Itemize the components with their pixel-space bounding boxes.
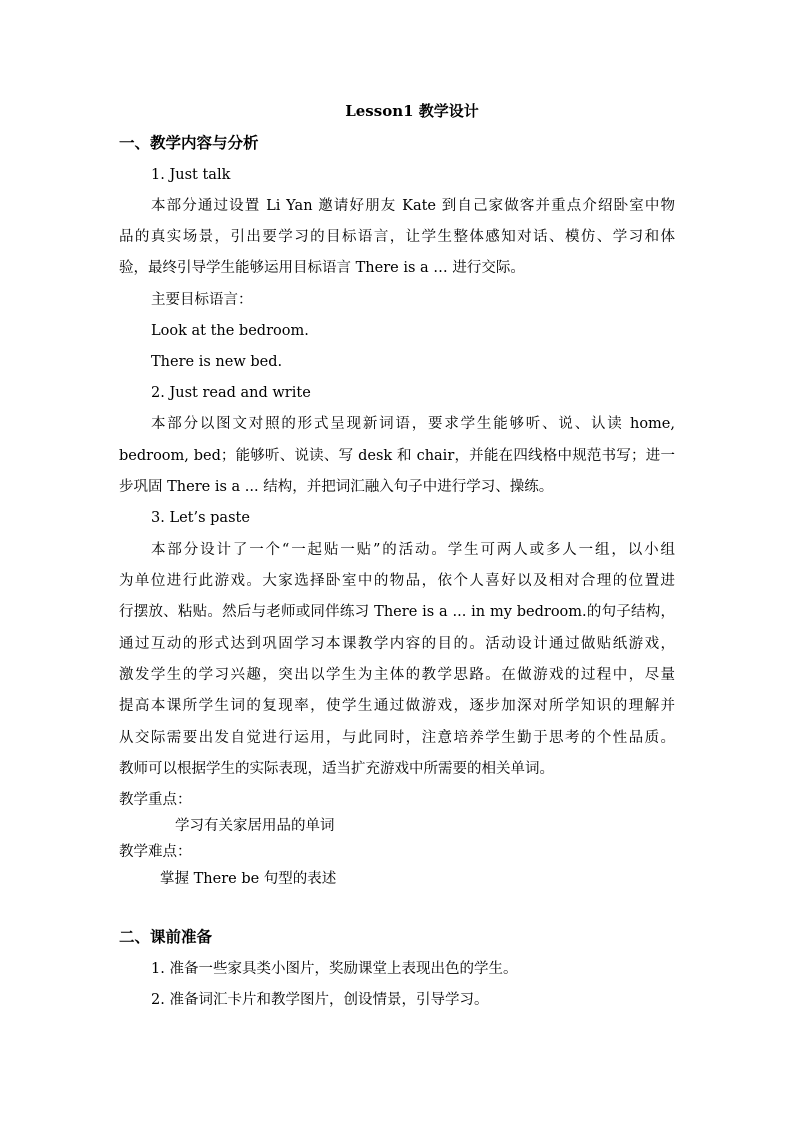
key-points-text: 学习有关家居用品的单词 xyxy=(175,818,335,834)
difficulty-text: 掌握 There be 句型的表述 xyxy=(160,871,337,887)
paragraph-line: 行摆放、粘贴。然后与老师或同伴练习 There is a ... in my bedroom.的句子结构， xyxy=(119,604,675,620)
part-heading-read-write: 2. Just read and write xyxy=(151,385,311,401)
target-sentence: Look at the bedroom. xyxy=(151,323,309,339)
paragraph-line: 验，最终引导学生能够运用目标语言 There is a … 进行交际。 xyxy=(119,260,525,276)
paragraph-line: 从交际需要出发自觉进行运用，与此同时，注意培养学生勤于思考的个性品质。 xyxy=(119,730,675,746)
part-heading-just-talk: 1. Just talk xyxy=(151,167,231,183)
paragraph-line: 本部分设计了一个“一起贴一贴”的活动。学生可两人或多人一组，以小组 xyxy=(151,542,675,558)
part-heading-lets-paste: 3. Let’s paste xyxy=(151,510,250,526)
paragraph-line: bedroom, bed；能够听、说读、写 desk 和 chair，并能在四线格中规范书写；进一 xyxy=(119,448,675,464)
preparation-item: 2. 准备词汇卡片和教学图片，创设情景，引导学习。 xyxy=(151,992,489,1008)
section-heading-content-analysis: 一、教学内容与分析 xyxy=(119,133,259,152)
section-heading-preparation: 二、课前准备 xyxy=(119,927,213,946)
key-points-label: 教学重点： xyxy=(119,792,192,808)
page-title: Lesson1 教学设计 xyxy=(345,102,479,120)
paragraph-line: 本部分通过设置 Li Yan 邀请好朋友 Kate 到自己家做客并重点介绍卧室中物 xyxy=(151,198,675,214)
paragraph-line: 提高本课所学生词的复现率，使学生通过做游戏，逐步加深对所学知识的理解并 xyxy=(119,698,675,714)
paragraph-line: 激发学生的学习兴趣，突出以学生为主体的教学思路。在做游戏的过程中，尽量 xyxy=(119,667,675,683)
paragraph-line: 本部分以图文对照的形式呈现新词语，要求学生能够听、说、认读 home, xyxy=(151,416,675,432)
paragraph-line: 品的真实场景，引出要学习的目标语言，让学生整体感知对话、模仿、学习和体 xyxy=(119,229,675,245)
target-language-label: 主要目标语言： xyxy=(151,292,253,308)
paragraph-line: 通过互动的形式达到巩固学习本课教学内容的目的。活动设计通过做贴纸游戏， xyxy=(119,636,675,652)
target-sentence: There is new bed. xyxy=(151,354,283,370)
paragraph-line: 教师可以根据学生的实际表现，适当扩充游戏中所需要的相关单词。 xyxy=(119,761,554,777)
preparation-item: 1. 准备一些家具类小图片，奖励课堂上表现出色的学生。 xyxy=(151,961,518,977)
paragraph-line: 为单位进行此游戏。大家选择卧室中的物品，依个人喜好以及相对合理的位置进 xyxy=(119,573,675,589)
paragraph-line: 步巩固 There is a ... 结构，并把词汇融入句子中进行学习、操练。 xyxy=(119,479,554,495)
difficulty-label: 教学难点： xyxy=(119,844,192,860)
